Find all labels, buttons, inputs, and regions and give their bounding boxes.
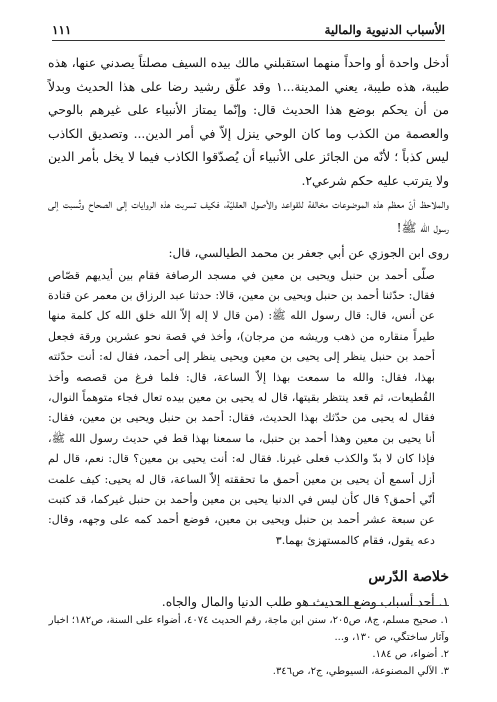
header-divider [52, 40, 445, 41]
running-title: الأسباب الدنيوية والمالية [324, 23, 445, 37]
summary-item: ١. أحد أسباب وضع الحديث هو طلب الدنيا والمال والجاه. [161, 595, 449, 610]
page-number: ١١١ [52, 23, 72, 37]
body-paragraph: والملاحظ أنّ معظم هذه الموضوعات مخالفة للقواعد والأصول العقليّة، فكيف تسربت هذه الروايات إلى الصحاح وتُسبت إلى رسول الله ﷺ! [48, 197, 449, 235]
footnote: ١. صحيح مسلم، ج٨، ص٢٠٥، سنن ابن ماجة، رقم الحديث ٤٠٧٤، أضواء على السنة، ص١٨٢؛ اخبار وآثار ساختگي، ص ١٣٠، و... [48, 615, 449, 643]
footnote-divider [299, 605, 449, 606]
main-text [48, 52, 449, 613]
footnote: ٣. الآلي المصنوعة، السيوطي، ج٢، ص٣٤٦. [272, 666, 449, 677]
footnote: ٢. أضواء، ص ١٨٤. [372, 649, 449, 660]
quoted-narration: صلّى أحمد بن حنبل ويحيى بن معين في مسجد الرصافة فقام بين أيديهم قصّاص فقال: حدّثنا أحمد بن حنبل ويحيى بن معين، قالا: حدثنا عبد الرزاق بن معمر عن قتادة عن أنس، قال: قال رسول الله ﷺ: (من قال لا إله إلاّ الله خلق الله كل كلمة منها طيراً منقاره من ذهب وريشه من مرجان)، وأخذ في قصة نحو عشرين ورقة فجعل أحمد بن حنبل ينظر إلى يحيى بن معين ويحيى ينظر إلى أحمد، فقال له: أنت حدّثته بهذا، فقال: والله ما سمعت بهذا إلاّ الساعة، قال: فلما فرغ من قصصه وأخذ القُطيعات، ثم قعد ينتظر بقيتها، قال له يحيى بن معين بيده تعال فجاء متوهماً النوال، فقال له يحيى من حدّثك بهذا الحديث، فقال: أحمد بن حنبل ويحيى بن معين، فقال: أنا يحيى بن معين وهذا أحمد بن حنبل، ما سمعنا بهذا قط في حديث رسول الله ﷺ، فإذا كان لا بدّ والكذب فعلى غيرنا. فقال له: أنت يحيى بن معين؟ قال: نعم، قال لم أزل أسمع أن يحيى بن معين أحمق ما تحققته إلاّ الساعة، قال له يحيى: كيف علمت أنّي أحمق؟ قال كأن ليس في الدنيا يحيى بن معين وأحمد بن حنبل غيركما، قد كتبت عن سبعة عشر أحمد بن حنبل ويحيى بن معين، فوضع أحمد كمه على وجهه، وقال: دعه يقول، فقام كالمستهزئ بهما.٣ [48, 268, 435, 547]
body-paragraph: أدخل واحدة أو واحداً منهما استقبلني مالك بيده السيف مصلتاً يصدني عنها، هذه طيبة، هذه طيبة، يعني المدينة...١ وقد علّق رشيد رضا على هذا الحديث وبدلاً من أن يحكم بوضع هذا الحديث قال: وإنّما يمتاز الأنبياء على غيرهم بالوحي والعصمة من الكذب وما كان الوحي ينزل إلاّ في أمر الدين... وتصديق الكاذب ليس كذباً ؛ لأنّه من الجائز على الأنبياء أن يُصدّقوا الكاذب فيما لا يخل بأمر الدين ولا يترتب عليه حكم شرعي٢. [48, 56, 449, 188]
footnotes [48, 605, 449, 680]
quote-intro: روى ابن الجوزي عن أبي جعفر بن محمد الطيالسي، قال: [168, 246, 449, 260]
lesson-summary-title: خلاصة الدّرس [368, 569, 449, 586]
page-header [52, 20, 445, 40]
